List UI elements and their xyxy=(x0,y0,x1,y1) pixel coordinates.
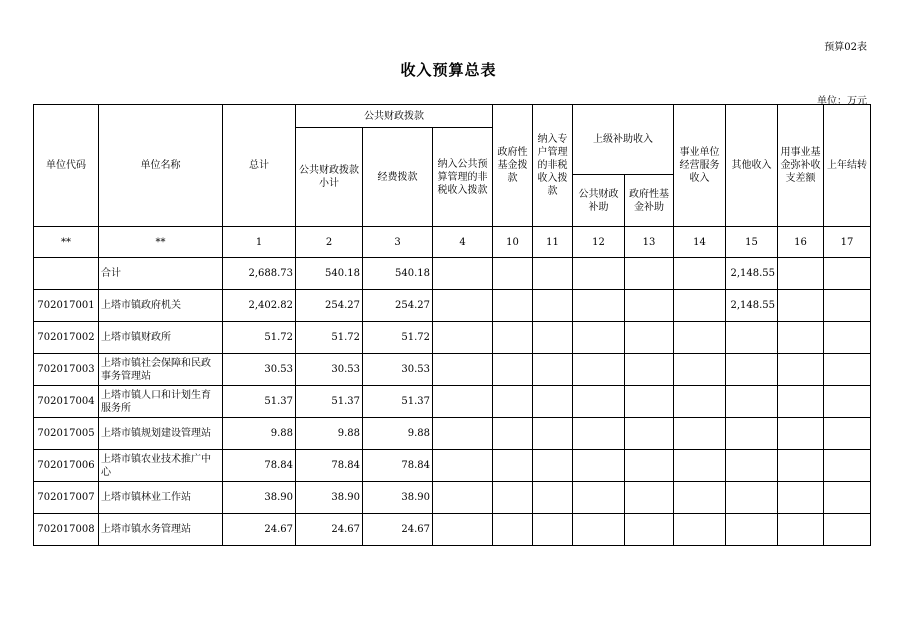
header-expense-allocation: 经费拨款 xyxy=(363,128,433,227)
column-number-row xyxy=(34,227,871,258)
row-nontax xyxy=(433,354,493,386)
row-public-fiscal-subsidy xyxy=(573,322,625,354)
table-row xyxy=(34,290,871,322)
row-total: 2,688.73 xyxy=(223,258,296,290)
row-nontax xyxy=(433,514,493,546)
row-gov-fund xyxy=(493,290,533,322)
row-gov-fund-subsidy xyxy=(625,290,674,322)
col-number: ** xyxy=(99,227,223,258)
row-reserve-fund xyxy=(778,482,824,514)
col-number: 17 xyxy=(824,227,871,258)
table-row xyxy=(34,450,871,482)
row-business-income xyxy=(674,354,726,386)
row-nontax xyxy=(433,322,493,354)
row-business-income xyxy=(674,258,726,290)
row-special-nontax xyxy=(533,418,573,450)
col-number: 13 xyxy=(625,227,674,258)
header-public-fiscal-subtotal: 公共财政拨款小计 xyxy=(296,128,363,227)
row-business-income xyxy=(674,482,726,514)
row-business-income xyxy=(674,290,726,322)
row-gov-fund-subsidy xyxy=(625,322,674,354)
row-gov-fund-subsidy xyxy=(625,386,674,418)
table-row xyxy=(34,322,871,354)
row-gov-fund-subsidy xyxy=(625,418,674,450)
row-carryover xyxy=(824,482,871,514)
row-total: 24.67 xyxy=(223,514,296,546)
row-business-income xyxy=(674,386,726,418)
row-reserve-fund xyxy=(778,514,824,546)
row-name: 上塔市镇人口和计划生育服务所 xyxy=(99,386,223,418)
row-nontax xyxy=(433,258,493,290)
row-nontax xyxy=(433,290,493,322)
col-number: 12 xyxy=(573,227,625,258)
row-gov-fund xyxy=(493,482,533,514)
unit-label: 单位：万元 xyxy=(817,96,867,107)
table-row xyxy=(34,418,871,450)
row-gov-fund-subsidy xyxy=(625,354,674,386)
col-number: 4 xyxy=(433,227,493,258)
row-total: 38.90 xyxy=(223,482,296,514)
row-subtotal: 254.27 xyxy=(296,290,363,322)
page-title: 收入预算总表 xyxy=(400,61,497,79)
col-number: 1 xyxy=(223,227,296,258)
budget-table xyxy=(33,104,871,546)
row-special-nontax xyxy=(533,482,573,514)
row-expense: 78.84 xyxy=(363,450,433,482)
row-nontax xyxy=(433,418,493,450)
row-expense: 51.37 xyxy=(363,386,433,418)
row-other-income: 2,148.55 xyxy=(726,258,778,290)
row-carryover xyxy=(824,322,871,354)
header-business-income: 事业单位经营服务收入 xyxy=(674,105,726,227)
row-total: 51.72 xyxy=(223,322,296,354)
row-special-nontax xyxy=(533,258,573,290)
row-name: 上塔市镇财政所 xyxy=(99,322,223,354)
row-gov-fund xyxy=(493,514,533,546)
row-other-income: 2,148.55 xyxy=(726,290,778,322)
row-name: 上塔市镇林业工作站 xyxy=(99,482,223,514)
row-total: 9.88 xyxy=(223,418,296,450)
row-public-fiscal-subsidy xyxy=(573,418,625,450)
row-total: 51.37 xyxy=(223,386,296,418)
row-business-income xyxy=(674,322,726,354)
header-carryover: 上年结转 xyxy=(824,105,871,227)
row-name: 上塔市镇社会保障和民政事务管理站 xyxy=(99,354,223,386)
row-business-income xyxy=(674,514,726,546)
row-carryover xyxy=(824,418,871,450)
header-public-fiscal: 公共财政拨款 xyxy=(296,105,493,128)
row-gov-fund-subsidy xyxy=(625,258,674,290)
row-code: 702017007 xyxy=(34,482,99,514)
row-reserve-fund xyxy=(778,290,824,322)
row-business-income xyxy=(674,450,726,482)
row-total: 30.53 xyxy=(223,354,296,386)
row-subtotal: 78.84 xyxy=(296,450,363,482)
col-number: 16 xyxy=(778,227,824,258)
row-special-nontax xyxy=(533,290,573,322)
row-public-fiscal-subsidy xyxy=(573,386,625,418)
row-expense: 51.72 xyxy=(363,322,433,354)
table-row xyxy=(34,482,871,514)
col-number: 3 xyxy=(363,227,433,258)
row-reserve-fund xyxy=(778,450,824,482)
row-public-fiscal-subsidy xyxy=(573,482,625,514)
header-special-nontax: 纳入专户管理的非税收入拨款 xyxy=(533,105,573,227)
row-nontax xyxy=(433,482,493,514)
col-number: 14 xyxy=(674,227,726,258)
row-gov-fund xyxy=(493,450,533,482)
row-gov-fund-subsidy xyxy=(625,514,674,546)
row-code: 702017003 xyxy=(34,354,99,386)
header-reserve-fund: 用事业基金弥补收支差额 xyxy=(778,105,824,227)
row-total: 2,402.82 xyxy=(223,290,296,322)
row-gov-fund xyxy=(493,354,533,386)
col-number: 2 xyxy=(296,227,363,258)
row-other-income xyxy=(726,322,778,354)
row-carryover xyxy=(824,514,871,546)
row-public-fiscal-subsidy xyxy=(573,450,625,482)
row-other-income xyxy=(726,514,778,546)
row-other-income xyxy=(726,450,778,482)
row-name: 上塔市镇政府机关 xyxy=(99,290,223,322)
row-carryover xyxy=(824,386,871,418)
row-subtotal: 540.18 xyxy=(296,258,363,290)
row-code: 702017006 xyxy=(34,450,99,482)
row-expense: 9.88 xyxy=(363,418,433,450)
row-code: 702017005 xyxy=(34,418,99,450)
row-subtotal: 30.53 xyxy=(296,354,363,386)
row-carryover xyxy=(824,354,871,386)
row-special-nontax xyxy=(533,322,573,354)
row-other-income xyxy=(726,386,778,418)
row-business-income xyxy=(674,418,726,450)
row-total: 78.84 xyxy=(223,450,296,482)
row-carryover xyxy=(824,450,871,482)
row-special-nontax xyxy=(533,354,573,386)
row-code: 702017002 xyxy=(34,322,99,354)
row-name: 上塔市镇规划建设管理站 xyxy=(99,418,223,450)
row-reserve-fund xyxy=(778,418,824,450)
table-row xyxy=(34,386,871,418)
row-subtotal: 9.88 xyxy=(296,418,363,450)
row-code: 702017004 xyxy=(34,386,99,418)
header-gov-fund-subsidy: 政府性基金补助 xyxy=(625,175,674,227)
table-row xyxy=(34,258,871,290)
row-expense: 30.53 xyxy=(363,354,433,386)
header-total: 总计 xyxy=(223,105,296,227)
row-expense: 38.90 xyxy=(363,482,433,514)
row-reserve-fund xyxy=(778,258,824,290)
row-gov-fund xyxy=(493,322,533,354)
header-superior-subsidy: 上级补助收入 xyxy=(573,105,674,175)
row-expense: 540.18 xyxy=(363,258,433,290)
row-public-fiscal-subsidy xyxy=(573,290,625,322)
header-gov-fund: 政府性基金拨款 xyxy=(493,105,533,227)
row-gov-fund-subsidy xyxy=(625,482,674,514)
row-name: 合计 xyxy=(99,258,223,290)
row-name: 上塔市镇水务管理站 xyxy=(99,514,223,546)
header-other-income: 其他收入 xyxy=(726,105,778,227)
header-unit-code: 单位代码 xyxy=(34,105,99,227)
col-number: 10 xyxy=(493,227,533,258)
row-special-nontax xyxy=(533,386,573,418)
row-subtotal: 51.72 xyxy=(296,322,363,354)
row-public-fiscal-subsidy xyxy=(573,514,625,546)
col-number: 15 xyxy=(726,227,778,258)
row-reserve-fund xyxy=(778,354,824,386)
row-public-fiscal-subsidy xyxy=(573,258,625,290)
table-row xyxy=(34,354,871,386)
row-name: 上塔市镇农业技术推广中心 xyxy=(99,450,223,482)
row-reserve-fund xyxy=(778,322,824,354)
row-code: 702017001 xyxy=(34,290,99,322)
row-code: 702017008 xyxy=(34,514,99,546)
row-special-nontax xyxy=(533,514,573,546)
row-other-income xyxy=(726,418,778,450)
row-subtotal: 24.67 xyxy=(296,514,363,546)
row-carryover xyxy=(824,258,871,290)
row-other-income xyxy=(726,482,778,514)
row-subtotal: 38.90 xyxy=(296,482,363,514)
row-nontax xyxy=(433,386,493,418)
row-expense: 254.27 xyxy=(363,290,433,322)
row-special-nontax xyxy=(533,450,573,482)
row-code xyxy=(34,258,99,290)
row-public-fiscal-subsidy xyxy=(573,354,625,386)
table-row xyxy=(34,514,871,546)
header-public-fiscal-subsidy: 公共财政补助 xyxy=(573,175,625,227)
row-gov-fund xyxy=(493,258,533,290)
row-subtotal: 51.37 xyxy=(296,386,363,418)
row-gov-fund xyxy=(493,386,533,418)
col-number: ** xyxy=(34,227,99,258)
row-nontax xyxy=(433,450,493,482)
row-reserve-fund xyxy=(778,386,824,418)
header-nontax-in-budget: 纳入公共预算管理的非税收入拨款 xyxy=(433,128,493,227)
header-unit-name: 单位名称 xyxy=(99,105,223,227)
row-expense: 24.67 xyxy=(363,514,433,546)
row-gov-fund-subsidy xyxy=(625,450,674,482)
row-carryover xyxy=(824,290,871,322)
row-other-income xyxy=(726,354,778,386)
col-number: 11 xyxy=(533,227,573,258)
form-number: 预算02表 xyxy=(824,42,867,53)
row-gov-fund xyxy=(493,418,533,450)
